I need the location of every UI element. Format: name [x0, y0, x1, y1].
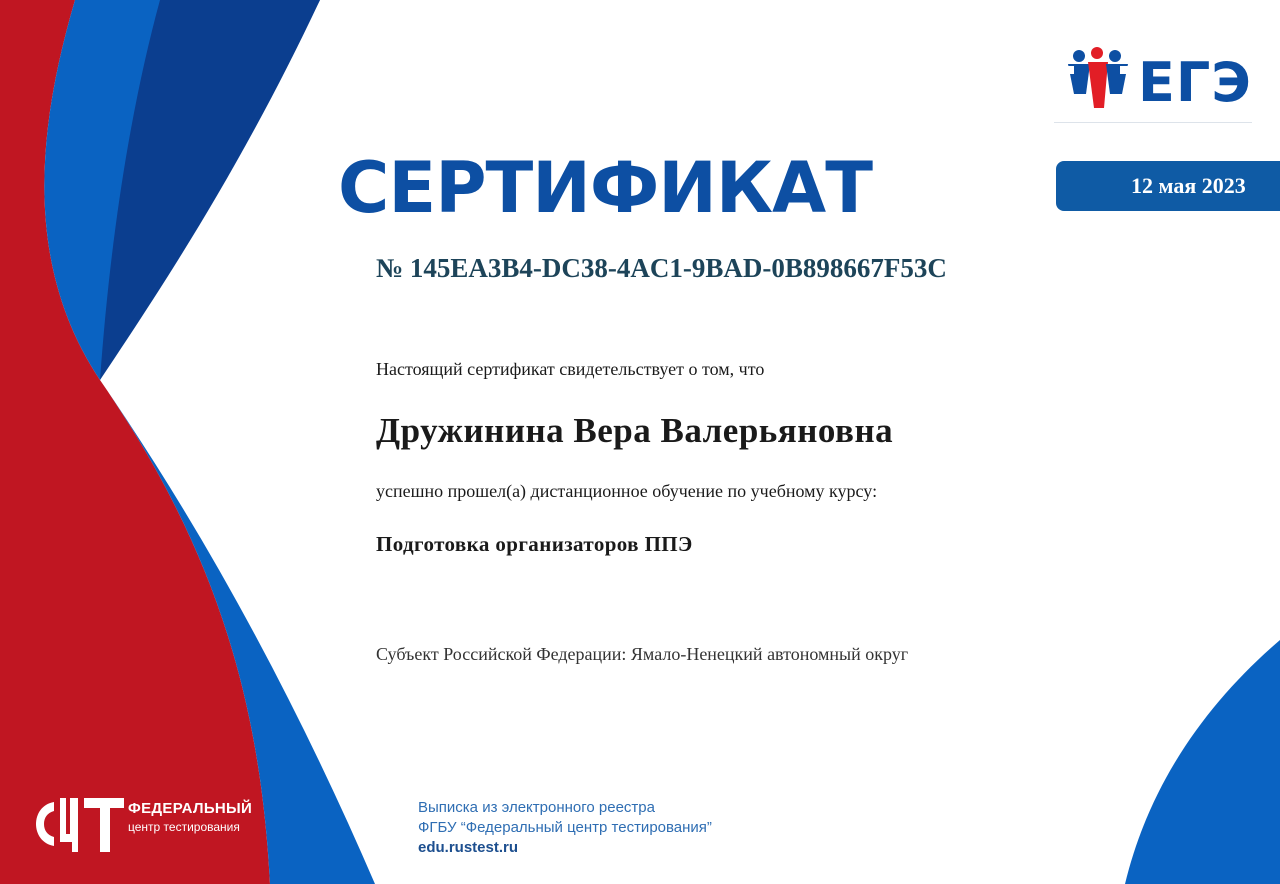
logo-divider — [1054, 122, 1252, 123]
course-name: Подготовка организаторов ППЭ — [376, 532, 693, 556]
certificate-number: № 145EA3B4-DC38-4AC1-9BAD-0B898667F53C — [376, 253, 947, 283]
date-badge — [1056, 161, 1280, 211]
fct-logo-name: ФЕДЕРАЛЬНЫЙ — [128, 800, 253, 817]
region-text: Субъект Российской Федерации: Ямало-Ненецкий автономный округ — [376, 644, 909, 664]
fct-logo-subtitle: центр тестирования — [128, 820, 240, 834]
intro-text: Настоящий сертификат свидетельствует о том, что — [376, 359, 765, 379]
organization-text: ФГБУ “Федеральный центр тестирования” — [418, 819, 712, 836]
issue-date: 12 мая 2023 — [1131, 173, 1246, 198]
registry-extract-text: Выписка из электронного реестра — [418, 799, 655, 816]
bottom-right-blue-wave — [1125, 640, 1280, 884]
completion-text: успешно прошел(а) дистанционное обучение по учебному курсу: — [376, 481, 878, 501]
ege-logo-text: ЕГЭ — [1138, 51, 1252, 114]
fct-logo-icon — [32, 790, 128, 858]
holder-name: Дружинина Вера Валерьяновна — [376, 411, 894, 450]
website-link[interactable]: edu.rustest.ru — [418, 839, 519, 856]
certificate-title: СЕРТИФИКАТ — [338, 147, 872, 229]
